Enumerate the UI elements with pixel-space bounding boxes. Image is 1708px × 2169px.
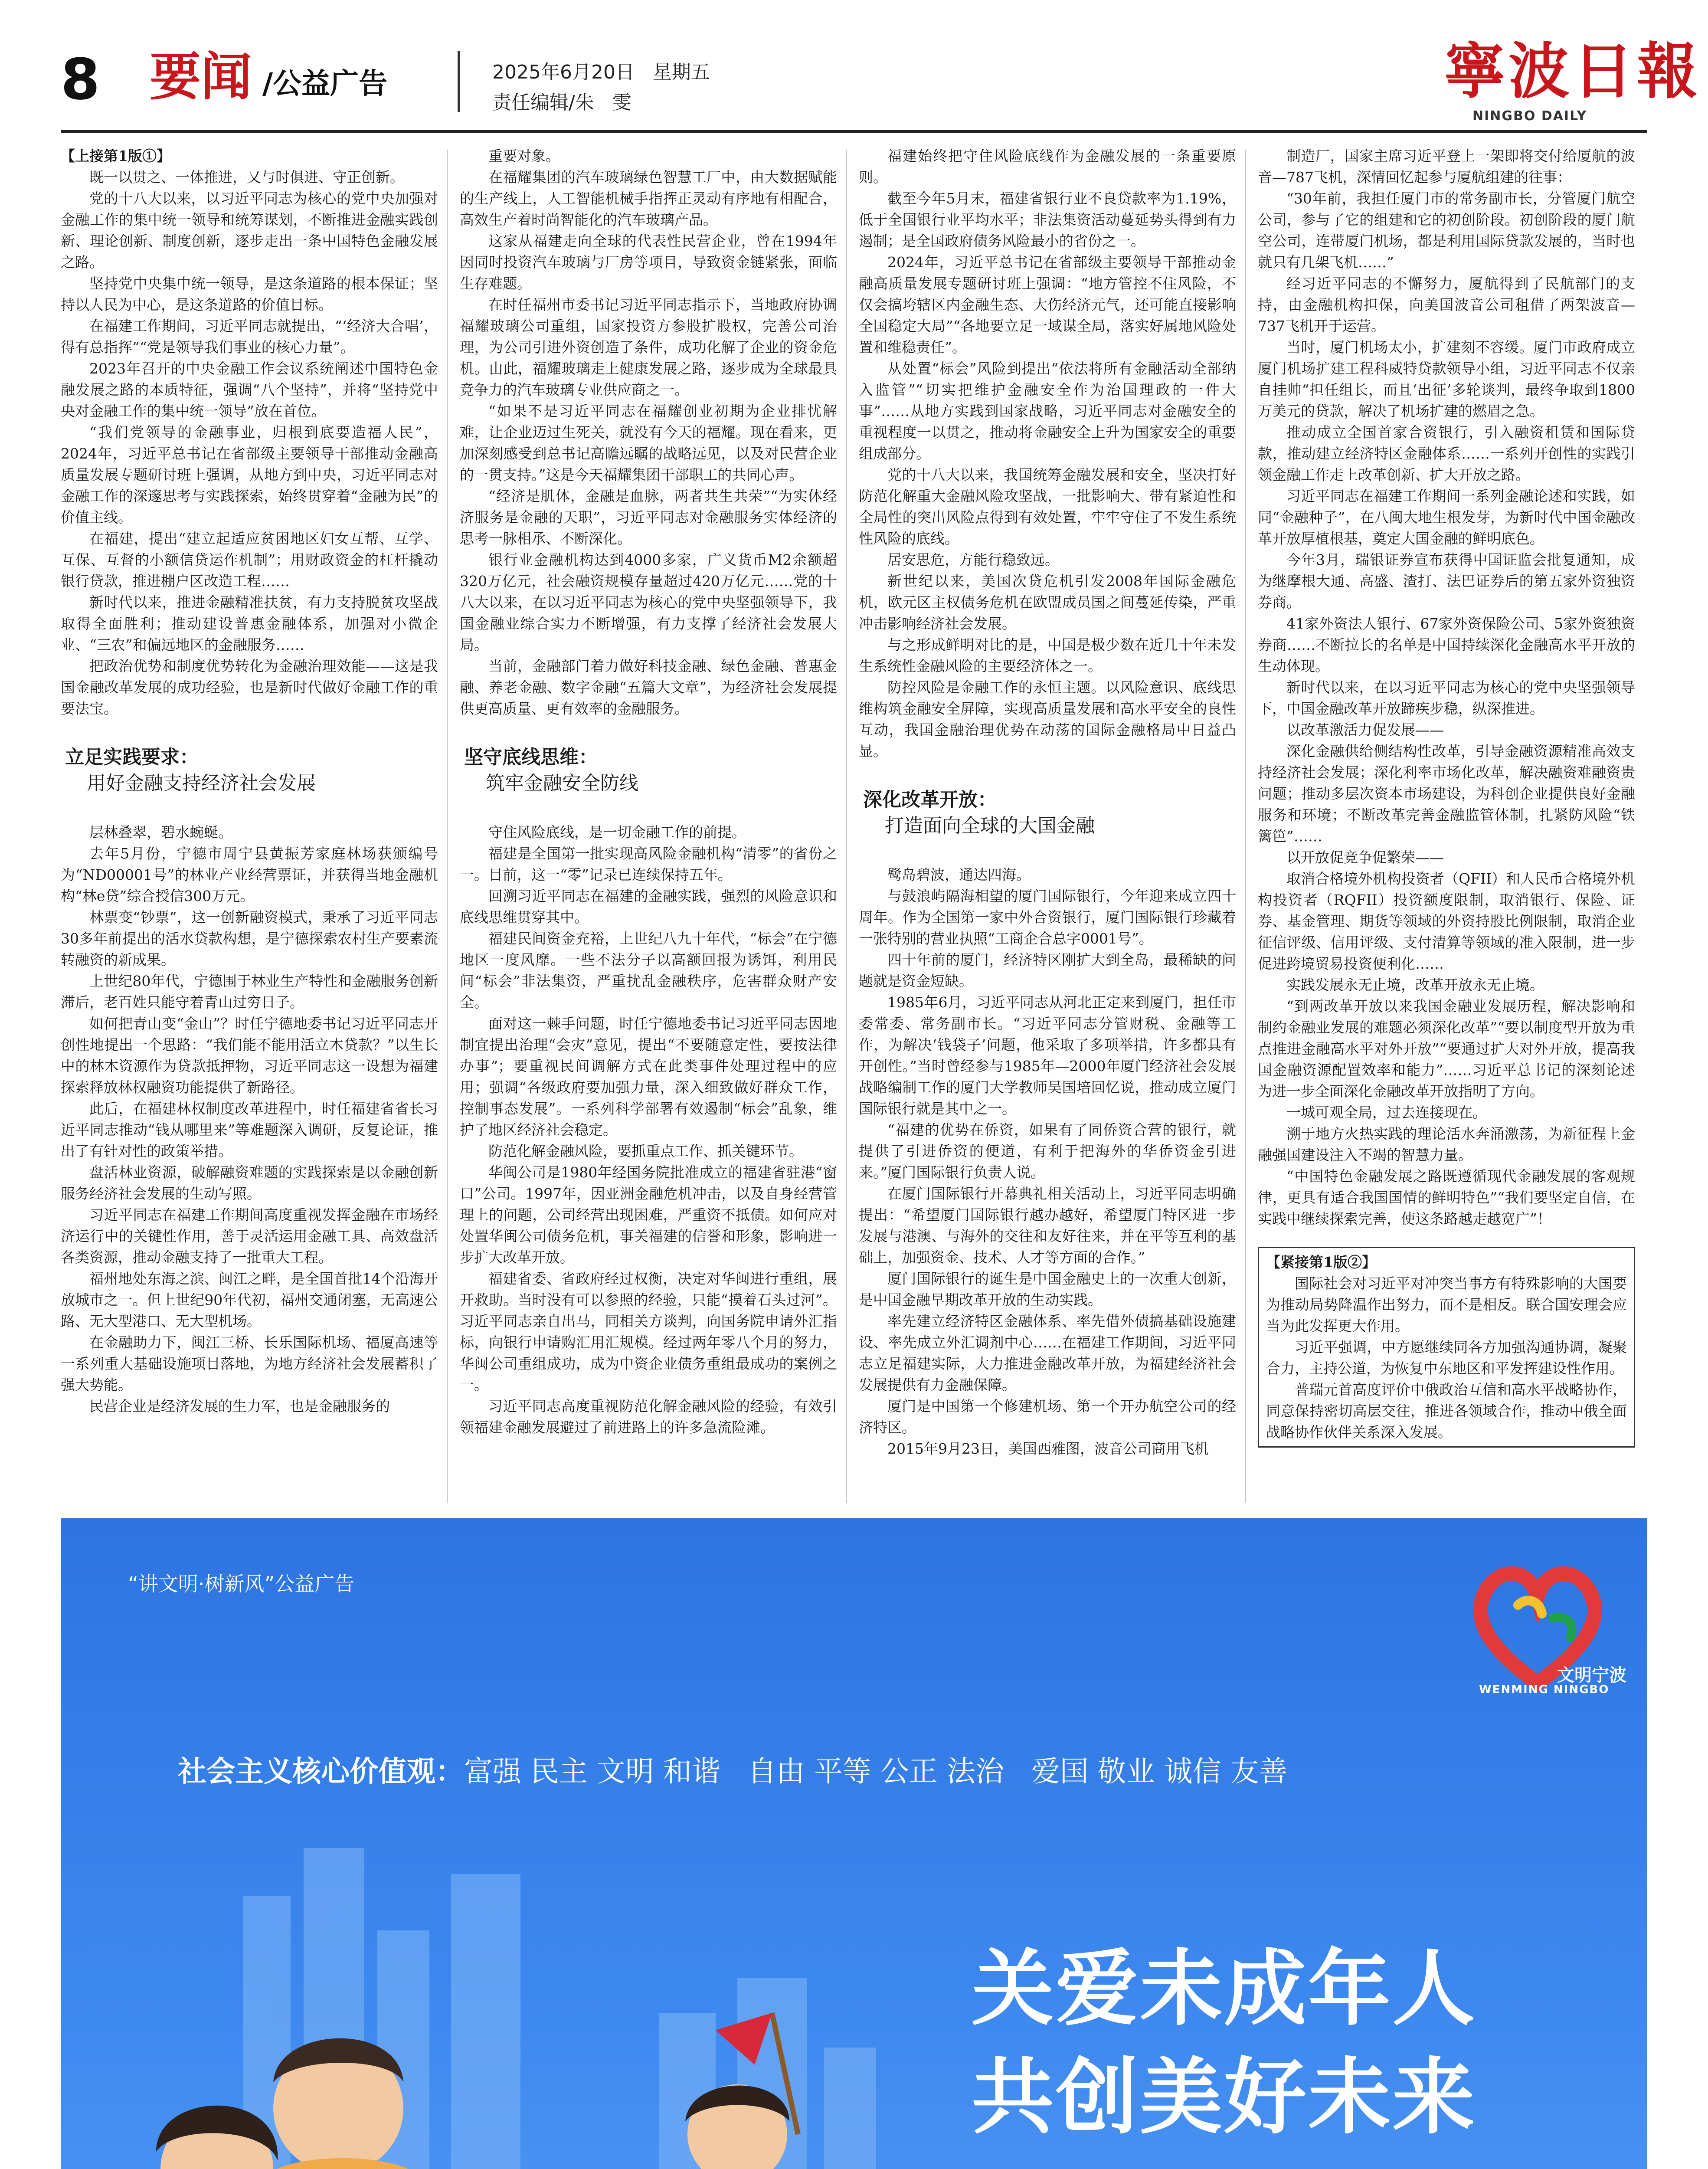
subhead-1-subtitle: 用好金融支持经济社会发展: [87, 772, 316, 794]
paragraph: 华闽公司是1980年经国务院批准成立的福建省驻港“窗口”公司。1997年，因亚洲金融危机冲击，以及自身经营管理上的问题，公司经营出现困难，严重资不抵债。如何应对处置华闽公司债务危机，事关福建的信誉和形象，影响进一步扩大改革开放。: [460, 1164, 837, 1266]
paragraph: 福建始终把守住风险底线作为金融发展的一条重要原则。: [859, 147, 1236, 186]
paragraph: 从处置“标会”风险到提出“依法将所有金融活动全部纳入监管”“切实把维护金融安全作为治国理政的一件大事”……从地方实践到国家战略，习近平同志对金融安全的重视程度一以贯之，推动将金融安全上升为国家安全的重要组成部分。: [859, 360, 1236, 462]
public-service-ad: [61, 1518, 1647, 2169]
paragraph: “中国特色金融发展之路既遵循现代金融发展的客观规律，更具有适合我国国情的鲜明特色”“我们要坚定自信，在实践中继续探索完善，使这条路越走越宽广”！: [1258, 1168, 1635, 1227]
paragraph: 盘活林业资源，破解融资难题的实践探索是以金融创新服务经济社会发展的生动写照。: [61, 1164, 438, 1202]
paragraph: 习近平同志在福建工作期间一系列金融论述和实践，如同“金融种子”，在八闽大地生根发芽，为新时代中国金融改革开放厚植根基，奠定大国金融的鲜明底色。: [1258, 488, 1635, 547]
paragraph: 民营企业是经济发展的生力军，也是金融服务的: [89, 1398, 390, 1415]
paragraph: 守住风险底线，是一切金融工作的前提。: [488, 824, 746, 841]
paragraph: 这家从福建走向全球的代表性民营企业，曾在1994年因同时投资汽车玻璃与厂房等项目，导致资金链紧张，面临生存难题。: [460, 233, 837, 292]
subhead-2: [460, 744, 837, 796]
paragraph: 2024年，习近平总书记在省部级主要领导干部推动金融高质量发展专题研讨班上强调：“地方管控不住风险，不仅会搞垮辖区内金融生态、大伤经济元气，还可能直接影响全国稳定大局”“各地要立足一域谋全局，落实好属地风险处置和维稳责任”。: [859, 254, 1236, 356]
paragraph: 习近平同志高度重视防范化解金融风险的经验，有效引领福建金融发展避过了前进路上的许多急流险滩。: [460, 1398, 837, 1436]
paragraph: 2015年9月23日，美国西雅图，波音公司商用飞机: [887, 1440, 1209, 1457]
article-column-2: [460, 145, 837, 1507]
paragraph: 层林叠翠，碧水蜿蜒。: [89, 824, 232, 841]
emblem-label: 文明宁波: [1557, 1665, 1626, 1685]
paragraph: 四十年前的厦门，经济特区刚扩大到全岛，最稀缺的问题就是资金短缺。: [859, 951, 1236, 989]
slogan-line-1: 关爱未成年人: [972, 1941, 1477, 2037]
paragraph: 福建省委、省政府经过权衡，决定对华闽进行重组，展开救助。当时没有可以参照的经验，只能“摸着石头过河”。习近平同志亲自出马，同相关方谈判，向国务院申请外汇指标，向银行申请购汇用汇规模。经过两年零八个月的努力，华闽公司重组成功，成为中资企业债务重组最成功的案例之一。: [460, 1270, 837, 1393]
paragraph: 既一以贯之、一体推进，又与时俱进、守正创新。: [89, 169, 404, 186]
continued-section: [1258, 1247, 1635, 1448]
paragraph: 居安思危，方能行稳致远。: [887, 551, 1059, 568]
paragraph: 溯于地方火热实践的理论活水奔涌激荡，为新征程上金融强国建设注入不竭的智慧力量。: [1258, 1125, 1635, 1163]
ad-label: “讲文明·树新风”公益广告: [128, 1572, 355, 1596]
paragraph: 今年3月，瑞银证券宣布获得中国证监会批复通知，成为继摩根大通、高盛、渣打、法巴证券后的第五家外资独资券商。: [1258, 551, 1635, 611]
paragraph: 习近平强调，中方愿继续同各方加强沟通协调，凝聚合力，主持公道，为恢复中东地区和平发挥建设性作用。: [1266, 1339, 1627, 1377]
paragraph: 林票变“钞票”，这一创新融资模式，秉承了习近平同志30多年前提出的活水贷款构想，是宁德探索农村生产要素流转融资的新成果。: [61, 909, 438, 968]
paragraph: 在福建工作期间，习近平同志就提出，“‘经济大合唱’，得有总指挥”“党是领导我们事业的核心力量”。: [61, 318, 438, 356]
paragraph: 福建民间资金充裕，上世纪八九十年代，“标会”在宁德地区一度风靡。一些不法分子以高额回报为诱饵，利用民间“标会”非法集资，严重扰乱金融秩序，危害群众财产安全。: [460, 930, 837, 1011]
paragraph: 坚持党中央集中统一领导，是这条道路的根本保证；坚持以人民为中心，是这条道路的价值目标。: [61, 275, 438, 313]
paragraph: 推动成立全国首家合资银行，引入融资租赁和国际贷款，推动建立经济特区金融体系……一系列开创性的实践引领金融工作走上改革创新、扩大开放之路。: [1258, 424, 1635, 483]
core-values-bar: [178, 1748, 1288, 1789]
col3-top: [859, 145, 1236, 762]
paragraph: 国际社会对习近平对冲突当事方有特殊影响的大国要为推动局势降温作出努力，而不是相反。联合国安理会应当为此发挥更大作用。: [1266, 1275, 1627, 1334]
paragraph: 以改革激活力促发展——: [1286, 721, 1444, 738]
paragraph: 重要对象。: [488, 147, 560, 164]
article-column-4: [1258, 145, 1635, 1507]
paragraph: 当前，金融部门着力做好科技金融、绿色金融、普惠金融、养老金融、数字金融“五篇大文章”，为经济社会发展提供更高质量、更有效率的金融服务。: [460, 658, 837, 717]
masthead: [0, 0, 1708, 130]
slogan-line-2: 共创美好未来: [972, 2049, 1477, 2145]
subhead-1: [61, 744, 438, 796]
paragraph: 鹭岛碧波，通达四海。: [887, 866, 1031, 883]
paragraph: 在福建，提出“建立起适应贫困地区妇女互帮、互学、互保、互督的小额信贷运作机制”；用财政资金的杠杆撬动银行贷款，推进棚户区改造工程……: [61, 530, 438, 590]
col2-after: [460, 822, 837, 1438]
subhead-1-title: 立足实践要求：: [65, 746, 199, 768]
core-values-heading: 社会主义核心价值观：: [178, 1755, 464, 1788]
paragraph: 把政治优势和制度优势转化为金融治理效能——这是我国金融改革发展的成功经验，也是新时代做好金融工作的重要法宝。: [61, 658, 438, 717]
paragraph: 2023年召开的中央金融工作会议系统阐述中国特色金融发展之路的本质特征，强调“八个坚持”，并将“坚持党中央对金融工作的集中统一领导”放在首位。: [61, 360, 438, 419]
section-subtitle: /公益广告: [262, 67, 388, 100]
subhead-3-title: 深化改革开放：: [863, 789, 997, 811]
paragraph: 厦门国际银行的诞生是中国金融史上的一次重大创新，是中国金融早期改革开放的生动实践。: [859, 1270, 1236, 1308]
paragraph: 以开放促竞争促繁荣——: [1286, 849, 1444, 866]
paragraph: 防范化解金融风险，要抓重点工作、抓关键环节。: [488, 1143, 803, 1160]
paragraph: “福建的优势在侨资，如果有了同侨资合营的银行，就提供了引进侨资的便道，有利于把海外的华侨资金引进来。”厦门国际银行负责人说。: [859, 1121, 1236, 1181]
paragraph: “经济是肌体，金融是血脉，两者共生共荣”“为实体经济服务是金融的天职”，习近平同志对金融服务实体经济的思考一脉相承、不断深化。: [460, 488, 837, 547]
paragraph: “到两改革开放以来我国金融业发展历程，解决影响和制约金融业发展的难题必须深化改革”“要以制度型开放为重点推进金融高水平对外开放”“要通过扩大对外开放，提高我国金融资源配置效率和能力”……习近平总书记的深刻论述为进一步全面深化金融改革开放指明了方向。: [1258, 998, 1635, 1100]
issue-date: 2025年6月20日 星期五: [492, 61, 710, 83]
paragraph: 福建是全国第一批实现高风险金融机构“清零”的省份之一。目前，这一“零”记录已连续保持五年。: [460, 845, 837, 883]
column-divider: [846, 150, 847, 1503]
paragraph: 在厦门国际银行开幕典礼相关活动上，习近平同志明确提出：“希望厦门国际银行越办越好，希望厦门特区进一步发展与港澳、与海外的交往和友好往来，并在平等互利的基础上，加强资金、技术、人才等方面的合作。”: [859, 1185, 1236, 1266]
col1-intro: [61, 167, 438, 719]
section-title: 要闻: [150, 47, 252, 107]
subhead-2-title: 坚守底线思维：: [464, 746, 598, 768]
continued-from-label: 【上接第1版①】: [61, 147, 171, 164]
article-column-3: [859, 145, 1236, 1507]
paragraph: 去年5月份，宁德市周宁县黄振芳家庭林场获颁编号为“ND00001号”的林业产业经营票证，并获得当地金融机构“林e贷”综合授信300万元。: [61, 845, 438, 904]
paragraph: 党的十八大以来，以习近平同志为核心的党中央加强对金融工作的集中统一领导和统筹谋划，不断推进金融实践创新、理论创新、制度创新，逐步走出一条中国特色金融发展之路。: [61, 190, 438, 271]
column-divider: [447, 150, 448, 1503]
col2-top: [460, 145, 837, 719]
paragraph: 率先建立经济特区金融体系、率先借外债搞基础设施建设、率先成立外汇调剂中心……在福建工作期间，习近平同志立足福建实际，大力推进金融改革开放，为福建经济社会发展提供有力金融保障。: [859, 1313, 1236, 1393]
paragraph: 在金融助力下，闽江三桥、长乐国际机场、福厦高速等一系列重大基础设施项目落地，为地方经济社会发展蓄积了强大势能。: [61, 1334, 438, 1393]
responsible-editor: 责任编辑/朱 雯: [492, 92, 632, 114]
ad-slogan: [972, 1935, 1476, 2152]
masthead-divider: [458, 51, 460, 112]
newspaper-logo-en: NINGBO DAILY: [1472, 108, 1587, 124]
page-number: 8: [61, 46, 100, 112]
paragraph: 深化金融供给侧结构性改革，引导金融资源精准高效支持经济社会发展；深化利率市场化改革，解决融资难融资贵问题；推动多层次资本市场建设，为科创企业提供良好金融服务和环境；不断改革完善金融监管体制，扎紧防风险“铁篱笆”……: [1258, 743, 1635, 845]
paragraph: 经习近平同志的不懈努力，厦航得到了民航部门的支持，由金融机构担保，向美国波音公司租借了两架波音—737飞机开于运营。: [1258, 275, 1635, 334]
paragraph: 银行业金融机构达到4000多家，广义货币M2余额超320万亿元，社会融资规模存量超过420万亿元……党的十八大以来，在以习近平同志为核心的党中央坚强领导下，我国金融业综合实力不断增强，有力支撑了经济社会发展大局。: [460, 551, 837, 653]
col1-after: [61, 822, 438, 1417]
paragraph: 41家外资法人银行、67家外资保险公司、5家外资独资券商……不断拉长的名单是中国持续深化金融高水平开放的生动体现。: [1258, 615, 1635, 675]
paragraph: 制造厂，国家主席习近平登上一架即将交付给厦航的波音—787飞机，深情回忆起参与厦航组建的往事：: [1258, 147, 1635, 186]
paragraph: 普瑞元首高度评价中俄政治互信和高水平战略协作，同意保持密切高层交往，推进各领域合作，推动中俄全面战略协作伙伴关系深入发展。: [1266, 1381, 1627, 1441]
paragraph: 回溯习近平同志在福建的金融实践，强烈的风险意识和底线思维贯穿其中。: [460, 888, 837, 926]
paragraph: 一城可观全局，过去连接现在。: [1286, 1104, 1487, 1121]
core-values-items: 富强 民主 文明 和谐 自由 平等 公正 法治 爱国 敬业 诚信 友善: [464, 1755, 1288, 1788]
paragraph: “如果不是习近平同志在福耀创业初期为企业排忧解难，让企业迈过生死关，就没有今天的福耀。现在看来，更加深刻感受到总书记高瞻远瞩的战略远见，以及对民营企业的一贯支持。”这是今天福耀集团干部职工的共同心声。: [460, 403, 837, 483]
paragraph: 新世纪以来，美国次贷危机引发2008年国际金融危机，欧元区主权债务危机在欧盟成员国之间蔓延传染，严重冲击影响经济社会发展。: [859, 573, 1236, 632]
paragraph: 1985年6月，习近平同志从河北正定来到厦门，担任市委常委、常务副市长。“习近平同志分管财税、金融等工作，为解决‘钱袋子’问题，他采取了多项举措，许多都具有开创性。”当时曾经参与1985年—2000年厦门经济社会发展战略编制工作的厦门大学教师吴国培回忆说，推动成立厦门国际银行就是其中之一。: [859, 994, 1236, 1117]
col4-continued-text: [1266, 1273, 1627, 1443]
masthead-rule: [61, 130, 1647, 133]
paragraph: 面对这一棘手问题，时任宁德地委书记习近平同志因地制宜提出治理“会灾”意见，提出“不要随意定性，要按法律办事”；要重视民间调解方式在此类事件处理过程中的应用；强调“各级政府要加强力量，深入细致做好群众工作，控制事态发展”。一系列科学部署有效遏制“标会”乱象，维护了地区经济社会稳定。: [460, 1015, 837, 1138]
paragraph: 新时代以来，在以习近平同志为核心的党中央坚强领导下，中国金融改革开放蹄疾步稳，纵深推进。: [1258, 679, 1635, 717]
paragraph: 与之形成鲜明对比的是，中国是极少数在近几十年未发生系统性金融风险的主要经济体之一。: [859, 636, 1236, 675]
paragraph: 在时任福州市委书记习近平同志指示下，当地政府协调福耀玻璃公司重组，国家投资方参股扩股权，完善公司治理，为公司引进外资创造了条件，成功化解了企业的资金危机。由此，福耀玻璃走上健康发展之路，逐步成为全球最具竞争力的汽车玻璃专业供应商之一。: [460, 296, 837, 398]
paragraph: 厦门是中国第一个修建机场、第一个开办航空公司的经济特区。: [859, 1398, 1236, 1436]
paragraph: “30年前，我担任厦门市的常务副市长，分管厦门航空公司，参与了它的组建和它的初创阶段。初创阶段的厦门航空公司，连带厦门机场，都是利用国际贷款发展的，当时也就只有几架飞机……”: [1258, 190, 1635, 271]
col4-top: [1258, 145, 1635, 1229]
paragraph: 福州地处东海之滨、闽江之畔，是全国首批14个沿海开放城市之一。但上世纪90年代初，福州交通闭塞，无高速公路、无大型港口、无大型机场。: [61, 1270, 438, 1330]
subhead-2-subtitle: 筑牢金融安全防线: [486, 772, 638, 794]
paragraph: “我们党领导的金融事业，归根到底要造福人民”，2024年，习近平总书记在省部级主要领导干部推动金融高质量发展专题研讨班上强调，从地方到中央，习近平同志对金融工作的深邃思考与实践探索，始终贯穿着“金融为民”的价值主线。: [61, 424, 438, 526]
paragraph: 与鼓浪屿隔海相望的厦门国际银行，今年迎来成立四十周年。作为全国第一家中外合资银行，厦门国际银行珍藏着一张特别的营业执照“工商企合总字0001号”。: [859, 888, 1236, 947]
paragraph: 取消合格境外机构投资者（QFII）和人民币合格境外机构投资者（RQFII）投资额度限制，取消银行、保险、证券、基金管理、期货等领域的外资持股比例限制，取消企业征信评级、信用评级、支付清算等领域的准入限制，进一步促进跨境贸易投资便利化……: [1258, 870, 1635, 972]
paragraph: 如何把青山变“金山”？时任宁德地委书记习近平同志开创性地提出一个思路：“我们能不能用活立木贷款？”以生长中的林木资源作为贷款抵押物，习近平同志这一设想为福建探索释放林权融资功能提供了新路径。: [61, 1015, 438, 1096]
paragraph: 实践发展永无止境，改革开放永无止境。: [1286, 976, 1544, 993]
continued-to-label: 【紧接第1版②】: [1266, 1254, 1376, 1271]
paragraph: 上世纪80年代，宁德围于林业生产特性和金融服务创新滞后，老百姓只能守着青山过穷日子。: [61, 973, 438, 1011]
paragraph: 截至今年5月末，福建省银行业不良贷款率为1.19%，低于全国银行业平均水平；非法集资活动蔓延势头得到有力遏制；是全国政府债务风险最小的省份之一。: [859, 190, 1236, 249]
column-divider: [1245, 150, 1246, 1503]
paragraph: 此后，在福建林权制度改革进程中，时任福建省省长习近平同志推动“钱从哪里来”等难题深入调研，反复论证，推出了有针对性的政策举措。: [61, 1100, 438, 1160]
paragraph: 当时，厦门机场太小，扩建刻不容缓。厦门市政府成立厦门机场扩建工程科威特贷款领导小组，习近平同志不仅亲自挂帅“担任组长，而且‘出征’多轮谈判，最终争取到1800万美元的贷款，解决了机场扩建的燃眉之急。: [1258, 339, 1635, 419]
paragraph: 党的十八大以来，我国统筹金融发展和安全，坚决打好防范化解重大金融风险攻坚战，一批影响大、带有紧迫性和全局性的突出风险点得到有效处置，牢牢守住了不发生系统性风险的底线。: [859, 466, 1236, 547]
subhead-3: [859, 787, 1236, 839]
paragraph: 新时代以来，推进金融精准扶贫，有力支持脱贫攻坚战取得全面胜利；推动建设普惠金融体系，加强对小微企业、“三农”和偏远地区的金融服务……: [61, 594, 438, 653]
col3-after: [859, 864, 1236, 1459]
emblem-label-en: WENMING NINGBO: [1479, 1683, 1610, 1696]
subhead-3-subtitle: 打造面向全球的大国金融: [885, 815, 1095, 837]
paragraph: 习近平同志在福建工作期间高度重视发挥金融在市场经济运行中的关键性作用，善于灵活运用金融工具、高效盘活各类资源，推动金融支持了一批重大工程。: [61, 1206, 438, 1266]
paragraph: 防控风险是金融工作的永恒主题。以风险意识、底线思维构筑金融安全屏障，实现高质量发展和高水平安全的良性互动，我国金融治理优势在动荡的国际金融格局中日益凸显。: [859, 679, 1236, 760]
paragraph: 在福耀集团的汽车玻璃绿色智慧工厂中，由大数据赋能的生产线上，人工智能机械手指挥正灵动有序地有相配合，高效生产着时尚智能化的汽车玻璃产品。: [460, 169, 837, 228]
newspaper-logo: 寧波日報: [1444, 36, 1701, 107]
article-column-1: [61, 145, 438, 1507]
